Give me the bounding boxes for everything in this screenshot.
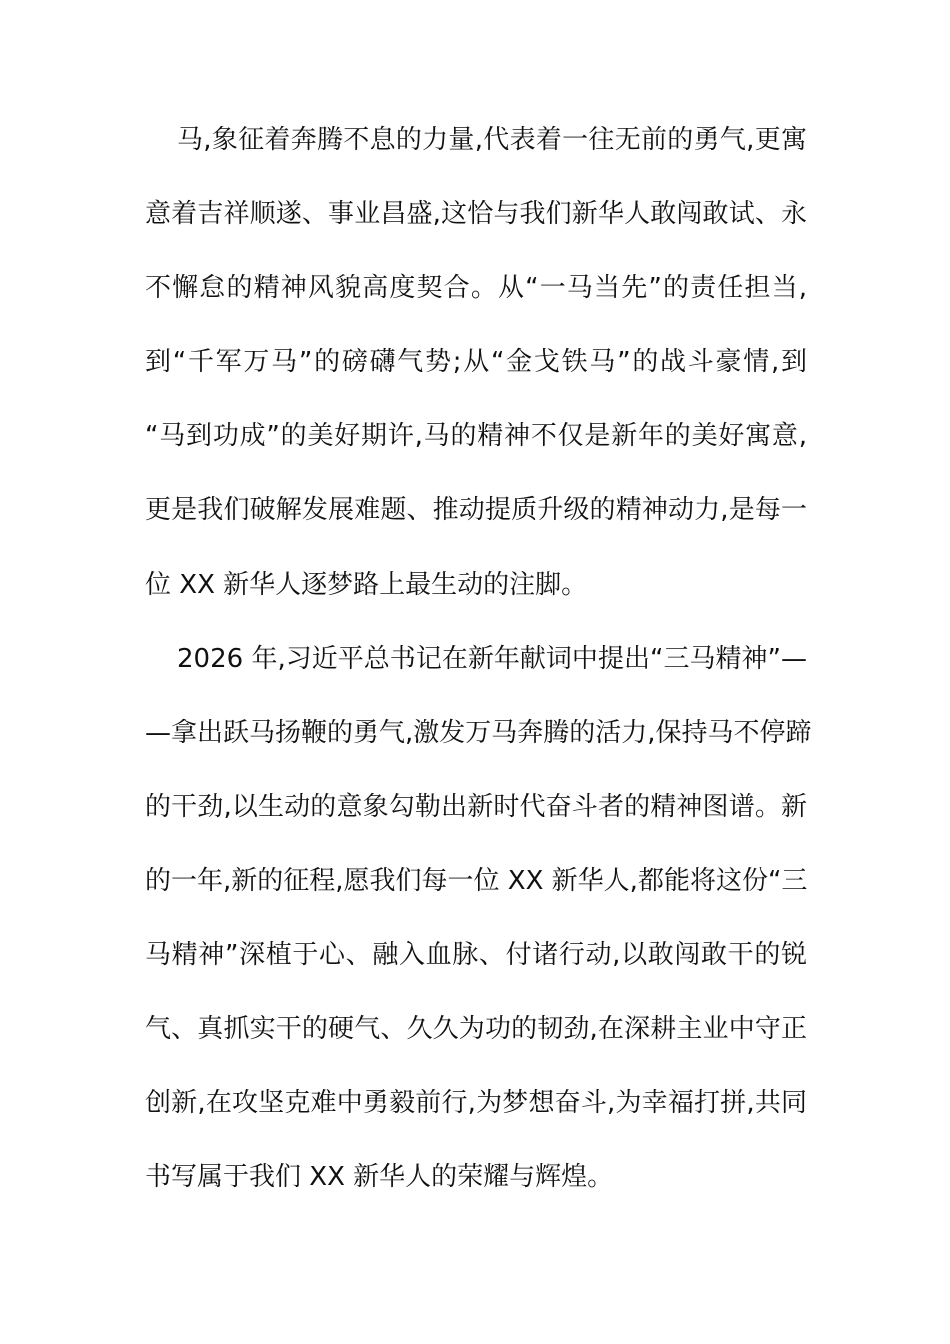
text-line: —拿出跃马扬鞭的勇气,激发万马奔腾的活力,保持马不停蹄 bbox=[145, 717, 812, 748]
paragraph-2 bbox=[145, 622, 812, 1215]
document-page bbox=[145, 103, 812, 1214]
text-line: 更是我们破解发展难题、推动提质升级的精神动力,是每一 bbox=[145, 495, 807, 526]
text-line: 位 XX 新华人逐梦路上最生动的注脚。 bbox=[145, 569, 588, 600]
text-line: 2026 年,习近平总书记在新年献词中提出“三马精神”— bbox=[177, 643, 807, 674]
text-line: 马,象征着奔腾不息的力量,代表着一往无前的勇气,更寓 bbox=[177, 125, 807, 155]
text-line: 马精神”深植于心、融入血脉、付诸行动,以敢闯敢干的锐 bbox=[145, 940, 807, 971]
text-line: 的一年,新的征程,愿我们每一位 XX 新华人,都能将这份“三 bbox=[145, 865, 808, 896]
text-line: 书写属于我们 XX 新华人的荣耀与辉煌。 bbox=[145, 1162, 614, 1193]
text-line: 气、真抓实干的硬气、久久为功的韧劲,在深耕主业中守正 bbox=[145, 1014, 807, 1045]
text-line: 意着吉祥顺遂、事业昌盛,这恰与我们新华人敢闯敢试、永 bbox=[145, 199, 807, 230]
text-line: 的干劲,以生动的意象勾勒出新时代奋斗者的精神图谱。新 bbox=[145, 791, 807, 822]
text-line: 到“千军万马”的磅礴气势;从“金戈铁马”的战斗豪情,到 bbox=[145, 347, 807, 378]
text-line: “马到功成”的美好期许,马的精神不仅是新年的美好寓意, bbox=[145, 421, 807, 452]
text-line: 创新,在攻坚克难中勇毅前行,为梦想奋斗,为幸福打拼,共同 bbox=[145, 1088, 807, 1119]
text-line: 不懈怠的精神风貌高度契合。从“一马当先”的责任担当, bbox=[145, 273, 807, 304]
paragraph-1 bbox=[145, 103, 807, 622]
